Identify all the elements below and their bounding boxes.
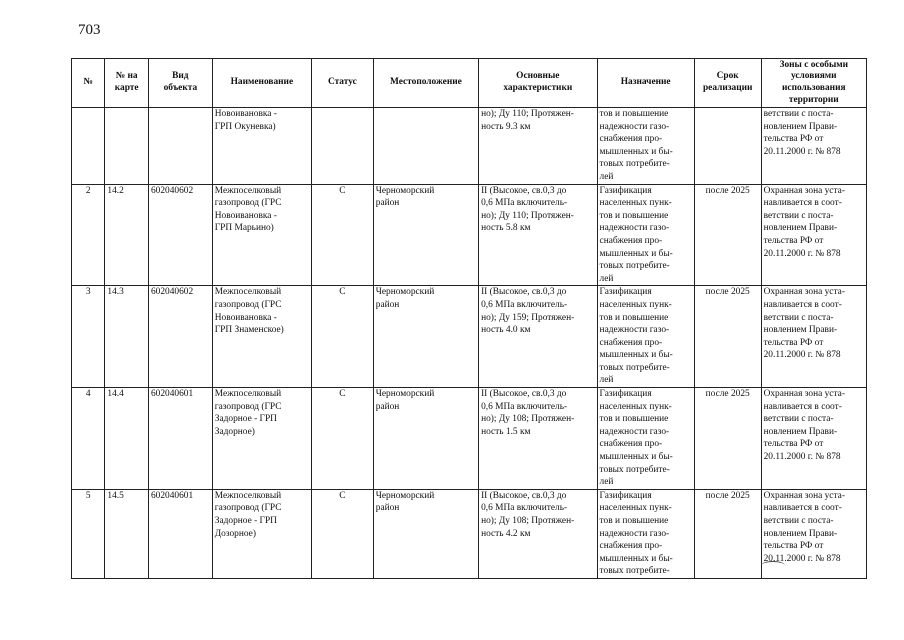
cell-term: после 2025 xyxy=(694,184,761,286)
cell-zones: Охранная зона уста- навливается в соот- ветствии с поста- новлением Прави- тельства РФ от 20.11.2000 г. № 878 xyxy=(761,286,866,388)
header-term: Срок реализации xyxy=(694,59,761,108)
header-location: Местоположение xyxy=(373,59,478,108)
cell-characteristics: II (Высокое, св.0,3 до 0,6 МПа включитель- но); Ду 110; Протяжен- ность 5.8 км xyxy=(479,184,597,286)
cell-term: после 2025 xyxy=(694,286,761,388)
cell-kind: 602040601 xyxy=(148,388,212,490)
cell-purpose: Газификация населенных пунк- тов и повышение надежности газо- снабжения про- мышленных и бы- товых потребите- лей xyxy=(597,388,694,490)
table-row xyxy=(72,184,867,286)
cell-location: Черноморский район xyxy=(373,489,478,578)
header-status: Статус xyxy=(311,59,373,108)
cell-zones: Охранная зона уста- навливается в соот- ветствии с поста- новлением Прави- тельства РФ от 20.11.2000 г. № 878 xyxy=(761,489,866,578)
cell-status: С xyxy=(311,286,373,388)
cell-num: 5 xyxy=(72,489,105,578)
table-row xyxy=(72,388,867,490)
cell-kind: 602040602 xyxy=(148,184,212,286)
table-row xyxy=(72,489,867,578)
cell-name: Межпоселковый газопровод (ГРС Задорное - ГРП Задорное) xyxy=(212,388,311,490)
cell-zones: Охранная зона уста- навливается в соот- ветствии с поста- новлением Прави- тельства РФ от 20.11.2000 г. № 878 xyxy=(761,184,866,286)
header-num: № xyxy=(72,59,105,108)
cell-num: 2 xyxy=(72,184,105,286)
cell-purpose: Газификация населенных пунк- тов и повышение надежности газо- снабжения про- мышленных и бы- товых потребите- лей xyxy=(597,286,694,388)
gas-pipeline-table xyxy=(71,58,867,579)
cell-num xyxy=(72,108,105,185)
header-name: Наименование xyxy=(212,59,311,108)
table-header-row xyxy=(72,59,867,108)
cell-name: Межпоселковый газопровод (ГРС Новоивановка - ГРП Марьино) xyxy=(212,184,311,286)
header-zones: Зоны с особыми условиями использования территории xyxy=(761,59,866,108)
cell-location xyxy=(373,108,478,185)
cell-name: Межпоселковый газопровод (ГРС Новоивановка - ГРП Знаменское) xyxy=(212,286,311,388)
cell-kind: 602040601 xyxy=(148,489,212,578)
cell-purpose: тов и повышение надежности газо- снабжения про- мышленных и бы- товых потребите- лей xyxy=(597,108,694,185)
header-purpose: Назначение xyxy=(597,59,694,108)
cell-map-no: 14.5 xyxy=(105,489,149,578)
page-number: 703 xyxy=(78,22,101,38)
cell-map-no: 14.3 xyxy=(105,286,149,388)
cell-location: Черноморский район xyxy=(373,286,478,388)
cell-characteristics: II (Высокое, св.0,3 до 0,6 МПа включитель- но); Ду 159; Протяжен- ность 4.0 км xyxy=(479,286,597,388)
cell-kind: 602040602 xyxy=(148,286,212,388)
cell-kind xyxy=(148,108,212,185)
cell-zones: Охранная зона уста- навливается в соот- ветствии с поста- новлением Прави- тельства РФ от 20.11.2000 г. № 878 xyxy=(761,388,866,490)
header-map-no: № на карте xyxy=(105,59,149,108)
cell-location: Черноморский район xyxy=(373,388,478,490)
table-row xyxy=(72,286,867,388)
cell-map-no: 14.4 xyxy=(105,388,149,490)
cell-purpose: Газификация населенных пунк- тов и повышение надежности газо- снабжения про- мышленных и бы- товых потребите- лей xyxy=(597,184,694,286)
cell-location: Черноморский район xyxy=(373,184,478,286)
header-kind: Вид объекта xyxy=(148,59,212,108)
cell-term: после 2025 xyxy=(694,489,761,578)
cell-map-no: 14.2 xyxy=(105,184,149,286)
cell-map-no xyxy=(105,108,149,185)
cell-name: Межпоселковый газопровод (ГРС Задорное - ГРП Дозорное) xyxy=(212,489,311,578)
pen-stroke-mark xyxy=(761,561,785,570)
cell-characteristics: II (Высокое, св.0,3 до 0,6 МПа включитель- но); Ду 108; Протяжен- ность 1.5 км xyxy=(479,388,597,490)
cell-characteristics: но); Ду 110; Протяжен- ность 9.3 км xyxy=(479,108,597,185)
cell-term: после 2025 xyxy=(694,388,761,490)
header-characteristics: Основные характеристики xyxy=(479,59,597,108)
cell-zones: ветствии с поста- новлением Прави- тельства РФ от 20.11.2000 г. № 878 xyxy=(761,108,866,185)
cell-term xyxy=(694,108,761,185)
cell-status: С xyxy=(311,489,373,578)
cell-status xyxy=(311,108,373,185)
cell-num: 4 xyxy=(72,388,105,490)
cell-name: Новоивановка - ГРП Окуневка) xyxy=(212,108,311,185)
cell-purpose: Газификация населенных пунк- тов и повышение надежности газо- снабжения про- мышленных и бы- товых потребите- xyxy=(597,489,694,578)
cell-status: С xyxy=(311,184,373,286)
cell-characteristics: II (Высокое, св.0,3 до 0,6 МПа включитель- но); Ду 108; Протяжен- ность 4.2 км xyxy=(479,489,597,578)
table-row xyxy=(72,108,867,185)
cell-status: С xyxy=(311,388,373,490)
cell-num: 3 xyxy=(72,286,105,388)
